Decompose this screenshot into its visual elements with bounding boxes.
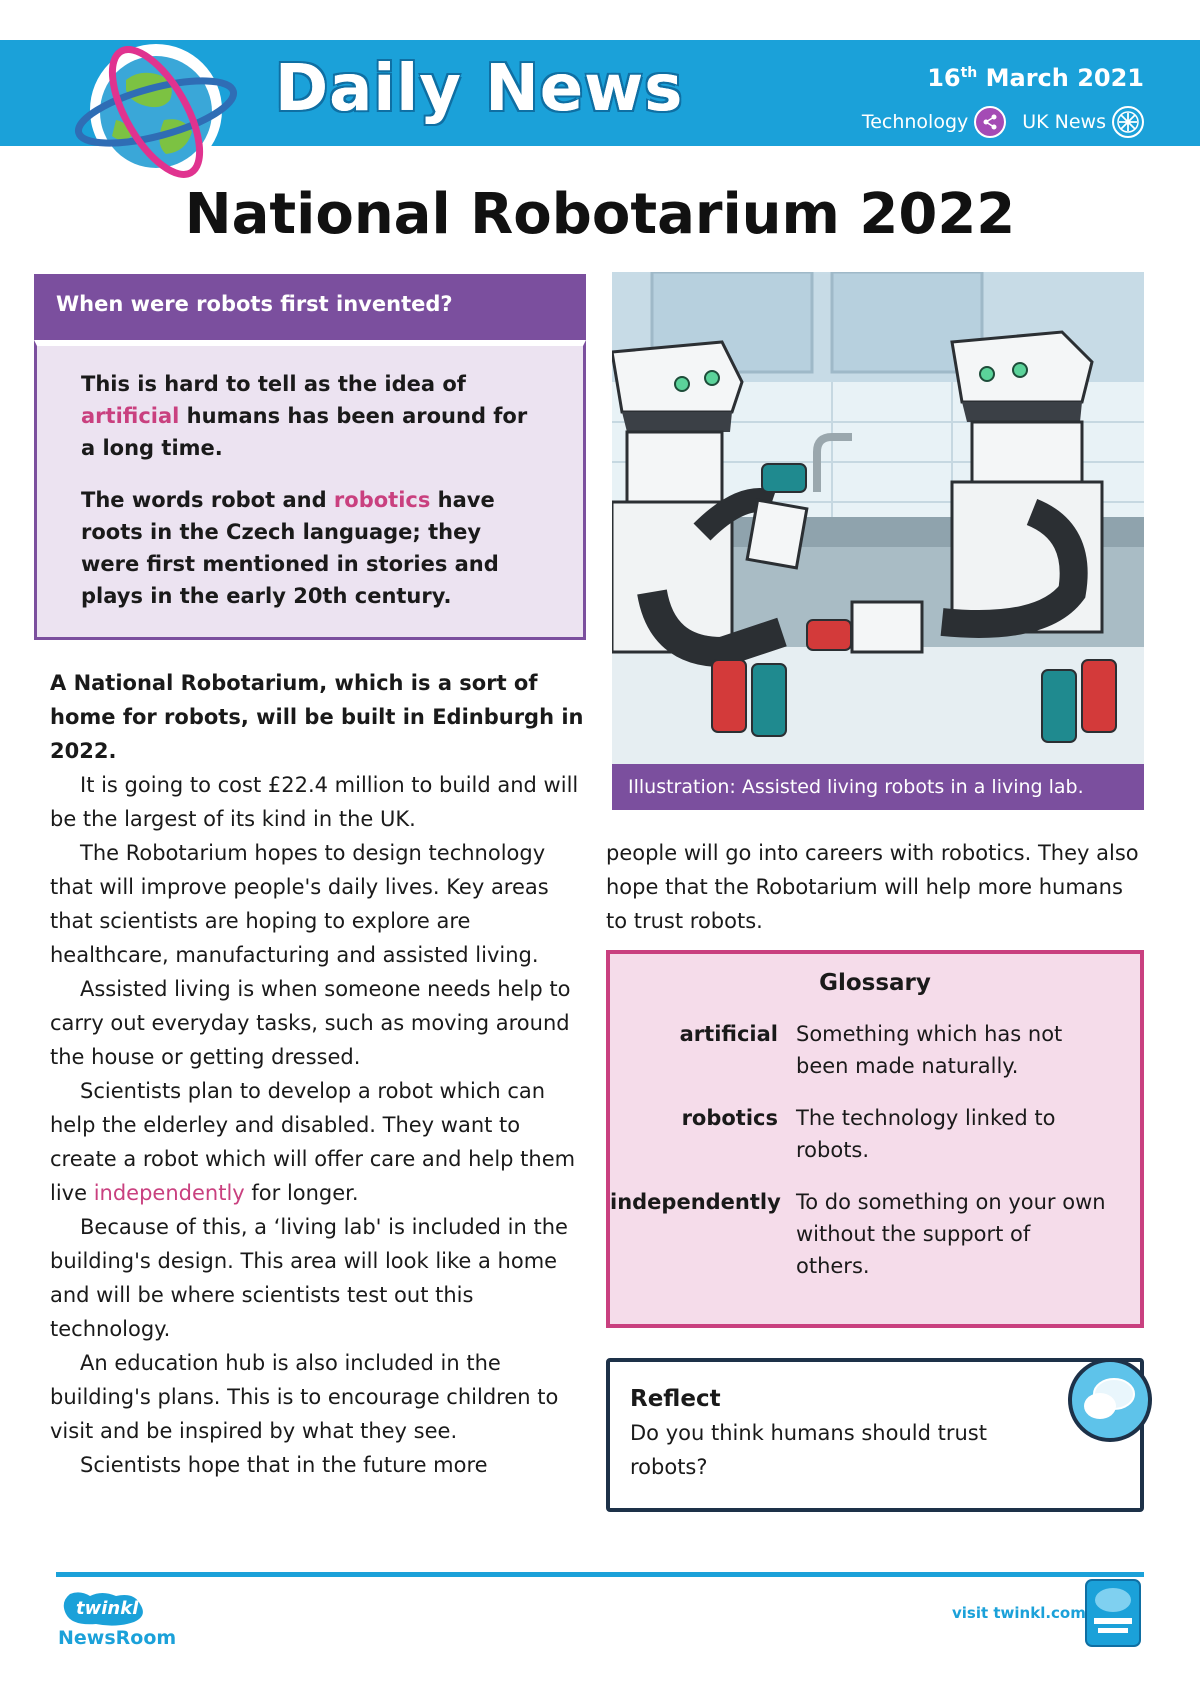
article-lead: A National Robotarium, which is a sort of home for robots, will be built in Edinburgh in 2022. — [50, 671, 584, 763]
robots-illustration — [612, 272, 1144, 764]
glossary-term: artificial — [679, 1022, 778, 1046]
visit-link[interactable]: visit twinkl.com — [952, 1604, 1086, 1622]
question-box-title: When were robots first invented? — [34, 274, 586, 340]
article-paragraph: It is going to cost £22.4 million to build and will be the largest of its kind in the UK. — [50, 773, 579, 831]
approval-badge-icon — [1080, 1578, 1146, 1650]
share-icon — [974, 106, 1006, 138]
category-tags — [862, 106, 1144, 138]
glossary-term: independently — [610, 1190, 781, 1214]
highlight-artificial: artificial — [81, 404, 180, 428]
reflect-title: Reflect — [630, 1386, 721, 1412]
highlight-robotics: robotics — [333, 488, 431, 512]
issue-date: 16th March 2021 — [927, 64, 1144, 92]
glossary-definition: The technology linked to robots. — [796, 1106, 1056, 1162]
article-body — [50, 666, 590, 1482]
question-box-para-2: The words robot and robotics have roots in the Czech language; they were first mentioned in stories and plays in the early 20th century. — [81, 488, 499, 608]
union-flag-icon — [1112, 106, 1144, 138]
article-continued: people will go into careers with robotics. They also hope that the Robotarium will help more humans to trust robots. — [606, 841, 1139, 933]
question-box-para-1: This is hard to tell as the idea of artificial humans has been around for a long time. — [81, 372, 528, 460]
tag-technology-label: Technology — [861, 111, 969, 133]
glossary-entry — [610, 1102, 1140, 1166]
tag-uk-news-label: UK News — [1022, 111, 1106, 133]
glossary-entry — [610, 1186, 1140, 1282]
article-paragraph: Scientists plan to develop a robot which can help the elderley and disabled. They want to create a robot which will offer care and help them live independently for longer. — [50, 1079, 576, 1205]
article-paragraph: The Robotarium hopes to design technology that will improve people's daily lives. Key areas that scientists are hoping to explore are healthcare, manufacturing and assisted living. — [50, 841, 549, 967]
tag-uk-news[interactable] — [1022, 106, 1144, 138]
glossary-box — [606, 950, 1144, 1328]
highlight-independently: independently — [93, 1181, 245, 1205]
reflect-question: Do you think humans should trust robots? — [630, 1421, 987, 1479]
svg-text:twinkl: twinkl — [76, 1598, 139, 1619]
question-box — [34, 340, 586, 640]
twinkl-newsroom-logo — [56, 1590, 176, 1650]
article-paragraph: Assisted living is when someone needs help to carry out everyday tasks, such as moving around the house or getting dressed. — [50, 977, 571, 1069]
page-title: National Robotarium 2022 — [184, 182, 1016, 247]
glossary-definition: Something which has not been made naturally. — [796, 1022, 1063, 1078]
glossary-definition: To do something on your own without the support of others. — [796, 1190, 1106, 1278]
glossary-term: robotics — [681, 1106, 778, 1130]
reflect-box — [606, 1358, 1144, 1512]
tag-technology[interactable] — [862, 106, 1006, 138]
article-paragraph: Scientists hope that in the future more — [80, 1453, 488, 1477]
globe-logo-icon — [66, 40, 246, 180]
footer-divider — [56, 1572, 1144, 1577]
svg-text:NewsRoom: NewsRoom — [58, 1627, 176, 1649]
article-paragraph: Because of this, a ‘living lab' is included in the building's design. This area will look like a home and will be where scientists test out this technology. — [50, 1215, 568, 1341]
speech-bubble-icon — [1068, 1358, 1152, 1442]
brand-title: Daily News — [275, 52, 684, 126]
article-paragraph: An education hub is also included in the building's plans. This is to encourage children to visit and be inspired by what they see. — [50, 1351, 559, 1443]
illustration-caption: Illustration: Assisted living robots in a living lab. — [612, 764, 1144, 810]
glossary-title: Glossary — [819, 970, 931, 996]
glossary-entry — [610, 1018, 1140, 1082]
